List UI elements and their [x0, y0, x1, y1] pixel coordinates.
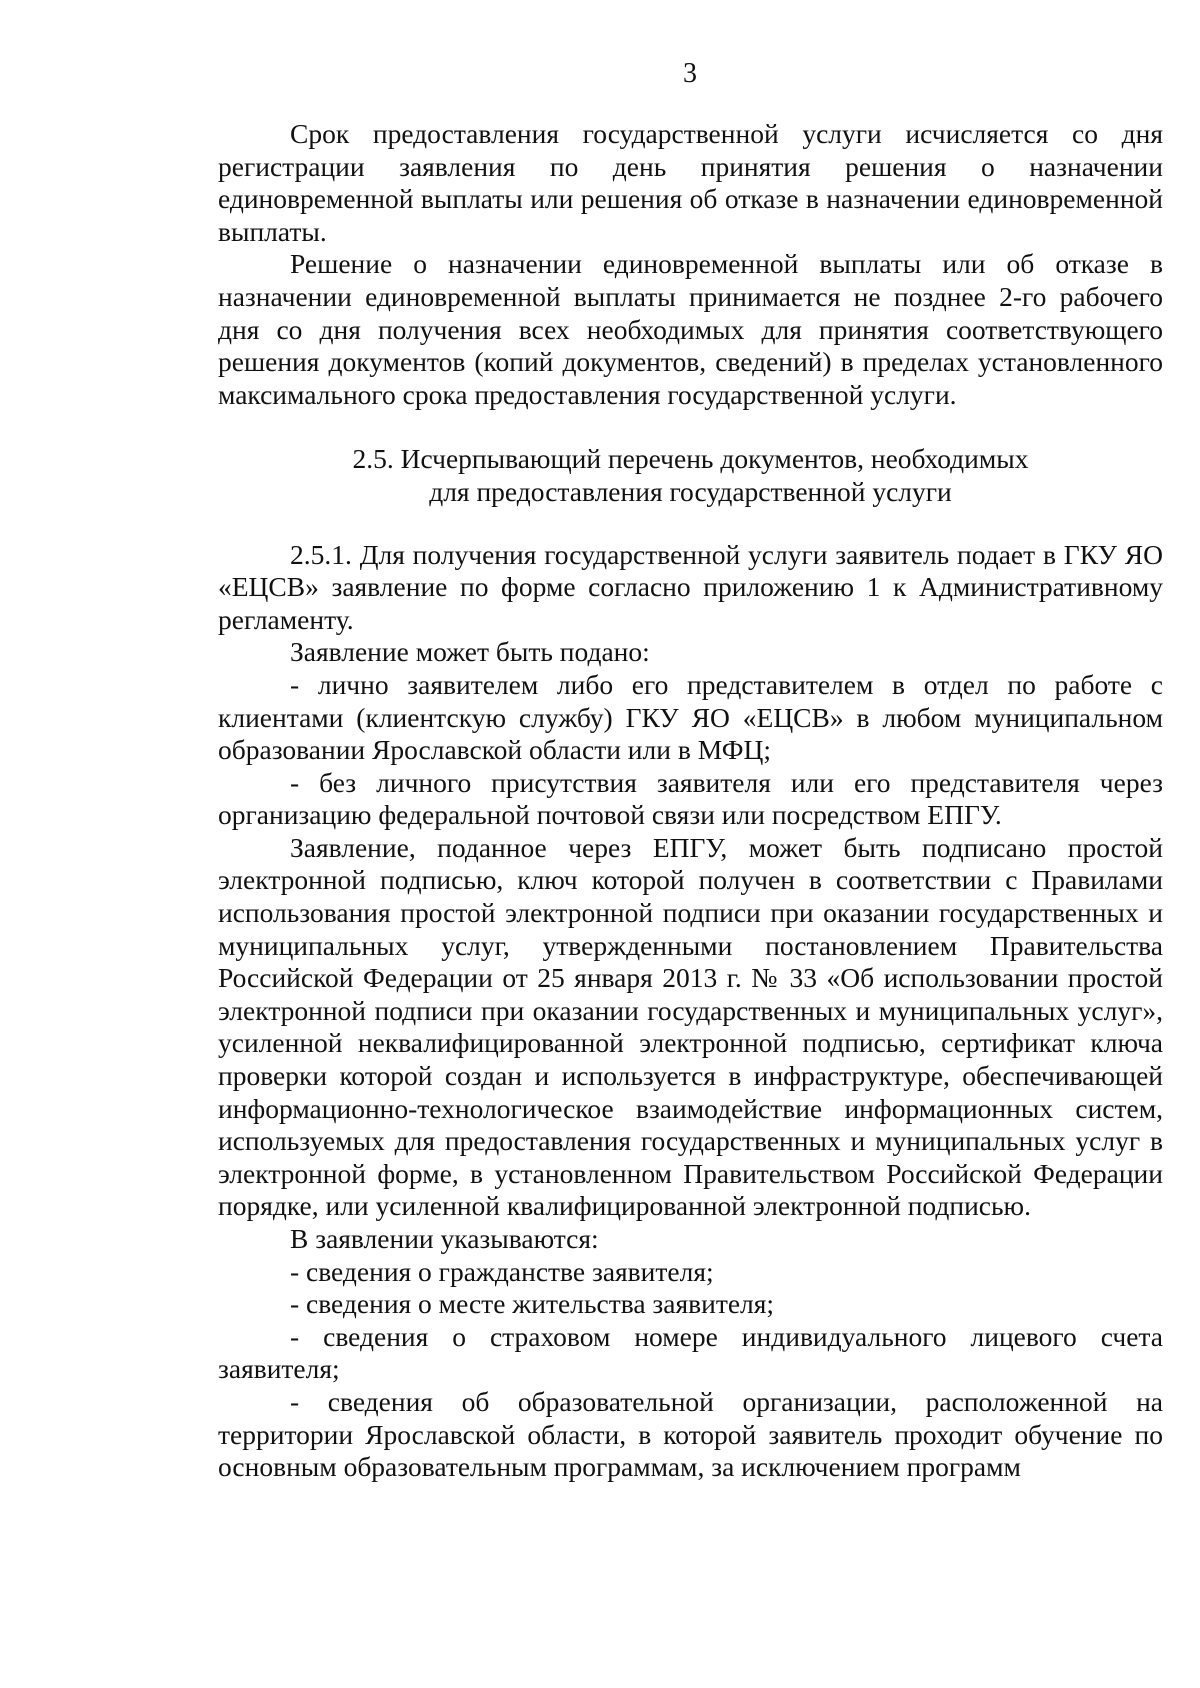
section-heading-line: 2.5. Исчерпывающий перечень документов, необходимых: [352, 443, 1029, 475]
paragraph: Срок предоставления государственной услуги исчисляется со дня регистрации заявления по день принятия решения о назначении единовременной выплаты или решения об отказе в назначении единовременной выплаты.: [218, 118, 1163, 247]
paragraph: Заявление, поданное через ЕПГУ, может быть подписано простой электронной подписью, ключ которой получен в соответствии с Правилами использования простой электронной подписи при оказании государственных и муниципальных услуг, утвержденными постановлением Правительства Российской Федерации от 25 января 2013 г. № 33 «Об использовании простой электронной подписи при оказании государственных и муниципальных услуг», усиленной неквалифицированной электронной подписью, сертификат ключа проверки которой создан и используется в инфраструктуре, обеспечивающей информационно-технологическое взаимодействие информационных систем, используемых для предоставления государственных и муниципальных услуг в электронной форме, в установленном Правительством Российской Федерации порядке, или усиленной квалифицированной электронной подписью.: [218, 831, 1163, 1222]
list-item: - сведения о гражданстве заявителя;: [290, 1255, 714, 1287]
section-heading-line: для предоставления государственной услуги: [429, 475, 952, 507]
list-item: - лично заявителем либо его представителем в отдел по работе с клиентами (клиентскую службу) ГКУ ЯО «ЕЦСВ» в любом муниципальном образовании Ярославской области или в МФЦ;: [218, 668, 1163, 766]
section-heading: [218, 443, 1163, 508]
page-number: 3: [683, 58, 697, 89]
document-body: [218, 118, 1163, 1484]
paragraph: В заявлении указываются:: [290, 1223, 599, 1254]
list-item: - сведения о страховом номере индивидуального лицевого счета заявителя;: [218, 1320, 1163, 1385]
paragraph: Решение о назначении единовременной выплаты или об отказе в назначении единовременной выплаты принимается не позднее 2-го рабочего дня со дня получения всех необходимых для принятия соответствующего решения документов (копий документов, сведений) в пределах установленного максимального срока предоставления государственной услуги.: [218, 248, 1163, 410]
list-item: - сведения о месте жительства заявителя;: [290, 1288, 775, 1320]
paragraph: 2.5.1. Для получения государственной услуги заявитель подает в ГКУ ЯО «ЕЦСВ» заявление по форме согласно приложению 1 к Административному регламенту.: [218, 538, 1163, 635]
list-item: - сведения об образовательной организации, расположенной на территории Ярославской области, в которой заявитель проходит обучение по основным образовательным программам, за исключением программ: [218, 1385, 1163, 1483]
list-item: - без личного присутствия заявителя или его представителя через организацию федеральной почтовой связи или посредством ЕПГУ.: [218, 766, 1163, 831]
paragraph: Заявление может быть подано:: [290, 636, 650, 668]
